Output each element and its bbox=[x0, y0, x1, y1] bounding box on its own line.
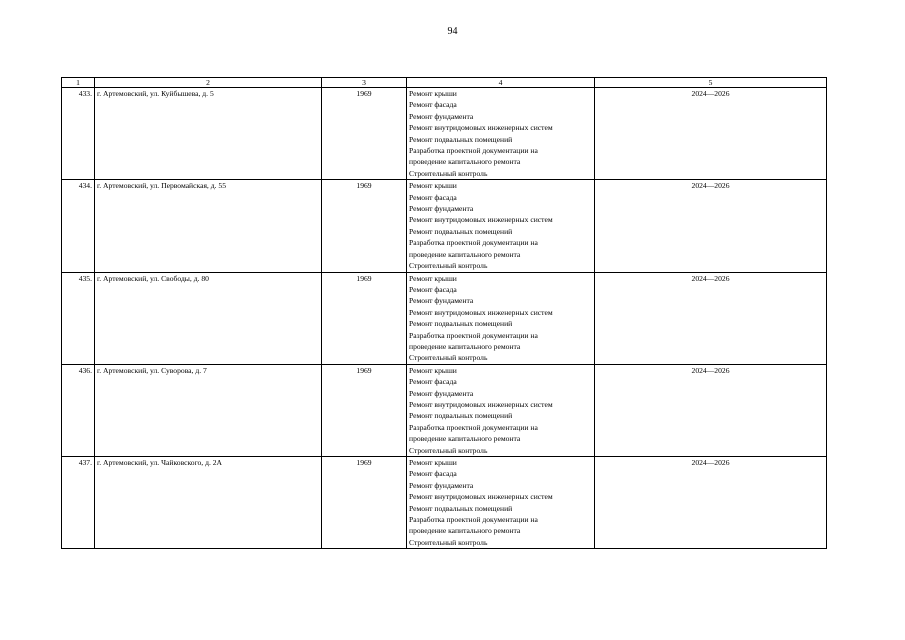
work-item: проведение капитального ремонта bbox=[409, 249, 521, 259]
work-item: Строительный контроль bbox=[409, 445, 488, 455]
row-address: г. Артемовский, ул. Куйбышева, д. 5 bbox=[95, 88, 322, 180]
work-item: Ремонт фундамента bbox=[409, 480, 474, 490]
row-works bbox=[407, 457, 595, 549]
work-item: Ремонт подвальных помещений bbox=[409, 411, 513, 421]
column-number-row bbox=[62, 78, 827, 88]
work-item: Ремонт крыши bbox=[409, 89, 457, 98]
work-item: проведение капитального ремонта bbox=[409, 341, 521, 351]
row-address: г. Артемовский, ул. Свободы, д. 80 bbox=[95, 272, 322, 364]
column-header-3: 3 bbox=[322, 78, 407, 88]
work-item: Ремонт внутридомовых инженерных систем bbox=[409, 307, 553, 317]
work-item: Разработка проектной документации на bbox=[409, 422, 538, 432]
work-item: Ремонт внутридомовых инженерных систем bbox=[409, 492, 553, 502]
work-item: Ремонт крыши bbox=[409, 273, 457, 283]
row-year: 1969 bbox=[322, 364, 407, 456]
row-year: 1969 bbox=[322, 272, 407, 364]
work-item: Ремонт фундамента bbox=[409, 388, 474, 398]
row-year: 1969 bbox=[322, 88, 407, 180]
work-item: Ремонт фасада bbox=[409, 469, 457, 479]
table-row bbox=[62, 88, 827, 180]
work-item: проведение капитального ремонта bbox=[409, 434, 521, 444]
row-address: г. Артемовский, ул. Суворова, д. 7 bbox=[95, 364, 322, 456]
work-item: Ремонт крыши bbox=[409, 365, 457, 375]
work-item: Ремонт фасада bbox=[409, 377, 457, 387]
row-number: 435. bbox=[62, 272, 95, 364]
row-year: 1969 bbox=[322, 457, 407, 549]
work-item: проведение капитального ремонта bbox=[409, 157, 521, 167]
row-address: г. Артемовский, ул. Чайковского, д. 2А bbox=[95, 457, 322, 549]
row-works bbox=[407, 88, 595, 180]
row-number: 437. bbox=[62, 457, 95, 549]
column-header-2: 2 bbox=[95, 78, 322, 88]
work-item: Строительный контроль bbox=[409, 168, 488, 178]
row-period: 2024—2026 bbox=[595, 457, 827, 549]
work-item: Ремонт подвальных помещений bbox=[409, 319, 513, 329]
column-header-1: 1 bbox=[62, 78, 95, 88]
work-item: Ремонт крыши bbox=[409, 181, 457, 191]
row-works bbox=[407, 272, 595, 364]
row-works bbox=[407, 180, 595, 272]
work-item: Ремонт фундамента bbox=[409, 111, 474, 121]
row-number: 434. bbox=[62, 180, 95, 272]
row-year: 1969 bbox=[322, 180, 407, 272]
work-item: Разработка проектной документации на bbox=[409, 515, 538, 525]
work-item: Ремонт подвальных помещений bbox=[409, 134, 513, 144]
work-item: Разработка проектной документации на bbox=[409, 330, 538, 340]
work-item: Ремонт подвальных помещений bbox=[409, 503, 513, 513]
row-period: 2024—2026 bbox=[595, 364, 827, 456]
page-number: 94 bbox=[447, 26, 458, 37]
work-item: Ремонт внутридомовых инженерных систем bbox=[409, 399, 553, 409]
work-item: Ремонт подвальных помещений bbox=[409, 226, 513, 236]
row-address: г. Артемовский, ул. Первомайская, д. 55 bbox=[95, 180, 322, 272]
row-period: 2024—2026 bbox=[595, 272, 827, 364]
column-header-5: 5 bbox=[595, 78, 827, 88]
table-body bbox=[62, 88, 827, 549]
work-item: Ремонт фундамента bbox=[409, 296, 474, 306]
work-item: Разработка проектной документации на bbox=[409, 146, 538, 156]
row-period: 2024—2026 bbox=[595, 180, 827, 272]
work-item: Ремонт фундамента bbox=[409, 204, 474, 214]
table-row bbox=[62, 364, 827, 456]
work-item: Ремонт фасада bbox=[409, 192, 457, 202]
row-works bbox=[407, 364, 595, 456]
work-item: Ремонт внутридомовых инженерных систем bbox=[409, 215, 553, 225]
row-number: 436. bbox=[62, 364, 95, 456]
table-row bbox=[62, 272, 827, 364]
work-item: Ремонт фасада bbox=[409, 284, 457, 294]
table-row bbox=[62, 180, 827, 272]
row-number: 433. bbox=[62, 88, 95, 180]
table-row bbox=[62, 457, 827, 549]
work-item: Строительный контроль bbox=[409, 261, 488, 271]
work-item: Ремонт внутридомовых инженерных систем bbox=[409, 123, 553, 133]
column-header-4: 4 bbox=[407, 78, 595, 88]
row-period: 2024—2026 bbox=[595, 88, 827, 180]
work-item: Ремонт фасада bbox=[409, 100, 457, 110]
work-item: Строительный контроль bbox=[409, 537, 488, 547]
work-item: Строительный контроль bbox=[409, 353, 488, 363]
work-item: Ремонт крыши bbox=[409, 458, 457, 467]
repair-plan-table bbox=[61, 77, 827, 549]
work-item: проведение капитального ремонта bbox=[409, 526, 521, 536]
work-item: Разработка проектной документации на bbox=[409, 238, 538, 248]
